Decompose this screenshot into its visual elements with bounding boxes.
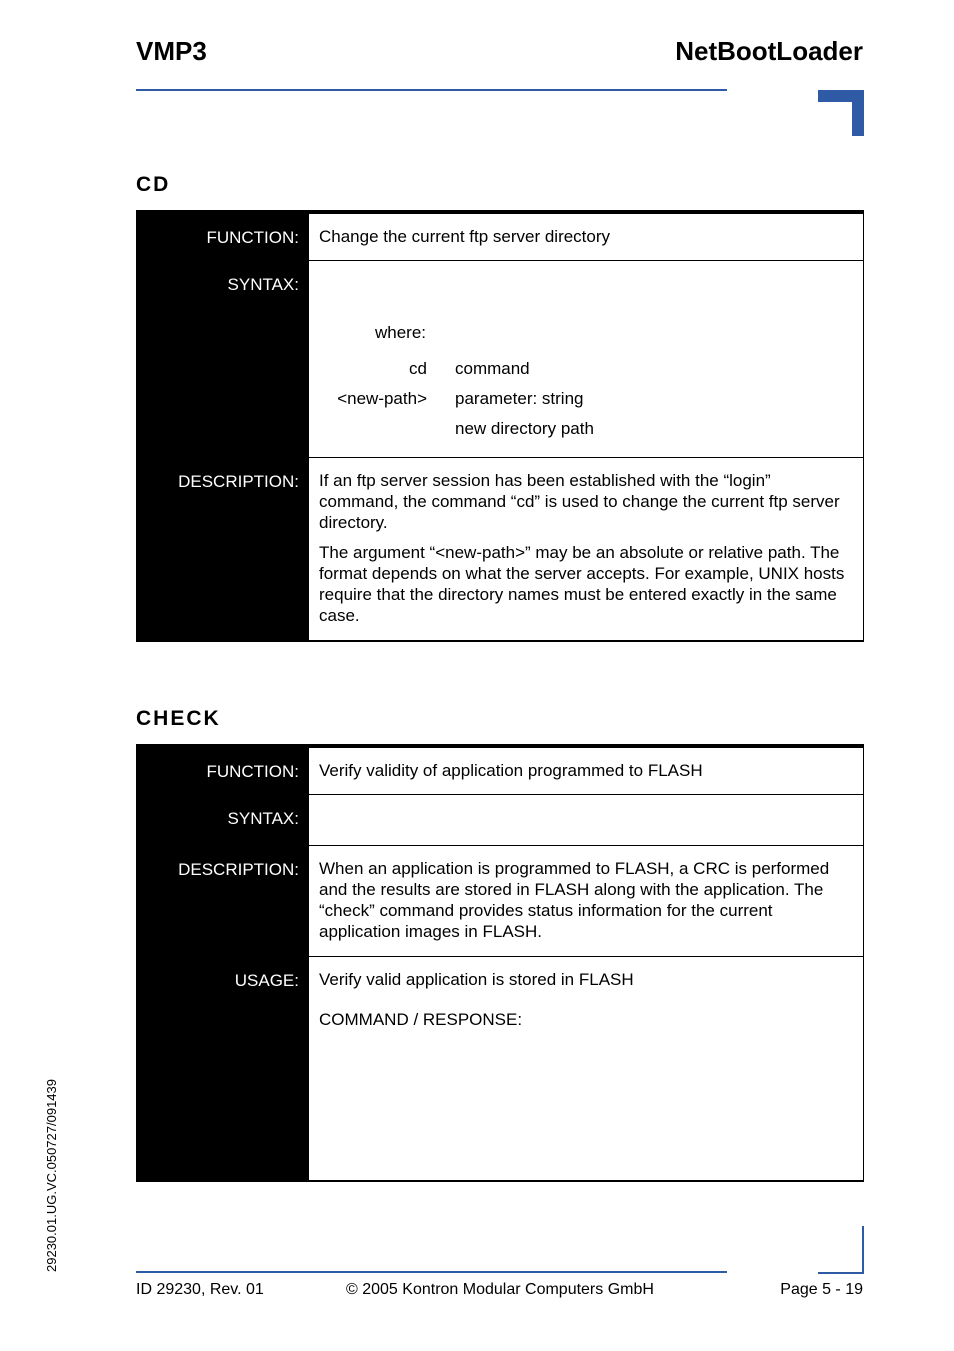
- corner-mark-bottom: [818, 1226, 864, 1274]
- param-term: <new-path>: [337, 388, 427, 408]
- param-row: [319, 383, 853, 413]
- description-label: DESCRIPTION:: [136, 458, 309, 640]
- footer-page-number: Page 5 - 19: [780, 1281, 863, 1298]
- description-paragraph: The argument “<new-path>” may be an absolute or relative path. The format depends on what the server accepts. For example, UNIX hosts require that the directory names must be entered exactly in the same case.: [319, 543, 845, 625]
- cd-command-table: [136, 210, 864, 642]
- check-description-row: [136, 846, 864, 957]
- check-function-row: [136, 748, 864, 795]
- param-desc: new directory path: [455, 418, 594, 438]
- header-rule: [136, 89, 727, 91]
- check-command-table: [136, 744, 864, 1182]
- description-label: DESCRIPTION:: [136, 846, 309, 957]
- check-usage-row: [136, 957, 864, 1180]
- syntax-label: SYNTAX:: [136, 795, 309, 846]
- footer-rule: [136, 1271, 727, 1273]
- section-title-check: CHECK: [136, 707, 221, 730]
- cd-description-row: [136, 458, 864, 640]
- description-cell: [309, 846, 864, 957]
- section-title-cd: CD: [136, 173, 171, 196]
- function-text: Verify validity of application programmed to FLASH: [309, 748, 864, 795]
- function-text: Change the current ftp server directory: [309, 214, 864, 261]
- header-chapter: NetBootLoader: [675, 36, 863, 66]
- param-desc: parameter: string: [455, 388, 584, 408]
- side-document-id: 29230.01.UG.VC.050727/091439: [44, 1079, 59, 1272]
- syntax-label: SYNTAX:: [136, 261, 309, 458]
- cd-function-row: [136, 214, 864, 261]
- where-label: where:: [375, 323, 427, 342]
- description-paragraph: When an application is programmed to FLASH, a CRC is performed and the results are stored in FLASH along with the application. The “check” command provides status information for the current application images in FLASH.: [319, 859, 830, 941]
- footer-copyright: © 2005 Kontron Modular Computers GmbH: [346, 1281, 654, 1298]
- function-label: FUNCTION:: [136, 214, 309, 261]
- param-row: [319, 413, 853, 443]
- param-term: cd: [409, 358, 427, 378]
- usage-cell: [309, 957, 864, 1180]
- description-cell: [309, 458, 864, 640]
- usage-line: COMMAND / RESPONSE:: [319, 1010, 523, 1029]
- function-label: FUNCTION:: [136, 748, 309, 795]
- param-row: [319, 353, 853, 383]
- syntax-cell: [309, 261, 864, 458]
- param-desc: command: [455, 358, 530, 378]
- usage-line: Verify valid application is stored in FLASH: [319, 970, 634, 989]
- header-product: VMP3: [136, 36, 207, 66]
- corner-mark-top: [818, 90, 864, 136]
- footer-doc-id: ID 29230, Rev. 01: [136, 1281, 264, 1298]
- syntax-cell: [309, 795, 864, 846]
- description-paragraph: If an ftp server session has been established with the “login” command, the command “cd” is used to change the current ftp server directory.: [319, 471, 840, 532]
- usage-label: USAGE:: [136, 957, 309, 1180]
- check-syntax-row: [136, 795, 864, 846]
- cd-syntax-row: [136, 261, 864, 458]
